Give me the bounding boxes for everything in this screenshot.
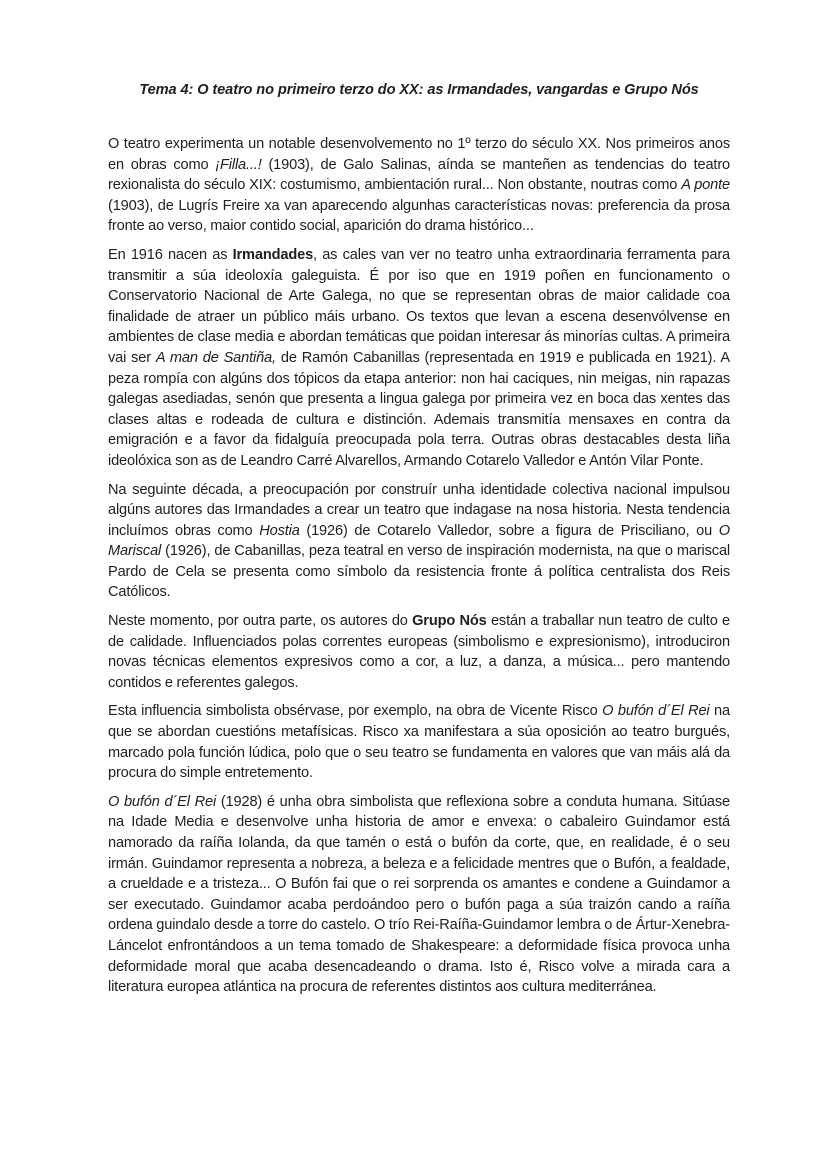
text-run: (1903), de Galo Salinas, aínda se manteñen as tendencias do teatro rexionalista do século XIX: costumismo, ambientación rural... Non obstante, noutras como (108, 156, 731, 194)
text-run: A ponte (681, 177, 730, 194)
text-run: En 1916 nacen as (108, 246, 233, 263)
text-run: , as cales van ver no teatro unha extraordinaria ferramenta para transmitir a súa ideoloxía galeguista. É por iso que en 1919 poñen en funcionamento o Conservatorio Nacional de Arte Galega, no que se representan obras de maior calidade coa finalidade de atraer un público máis urbano. Os textos que levan a escena desenvólvense en ambientes de clase media e abordan temáticas que poidan interesar ás minorías cultas. A primeira vai ser (108, 246, 730, 366)
paragraph-4 (108, 611, 730, 693)
text-run: na que se abordan cuestións metafísicas. Risco xa manifestara a súa oposición ao teatro burgués, marcado pola función lúdica, polo que o seu teatro se fundamenta en valores que van máis alá da procura do simple entretemento. (108, 703, 730, 782)
text-run: (1928) é unha obra simbolista que reflexiona sobre a conduta humana. Sitúase na Idade Media e desenvolve unha historia de amor e envexa: o cabaleiro Guindamor está namorado da raíña Iolanda, da que tamén o está o bufón da corte, que, en realidade, é o seu irmán. Guindamor representa a nobreza, a beleza e a felicidade mentres que o Bufón, a fealdade, a crueldade e a tristeza... O Bufón fai que o rei sorprenda os amantes e condene a Guindamor a ser executado. Guindamor acaba perdoándoo pero o bufón paga a súa traizón cando a raíña ordena guindalo desde a torre do castelo. O trío Rei-Raíña-Guindamor lembra o de Ártur-Xenebra-Láncelot enfrontándoos a un tema tomado de Shakespeare: a deformidade física provoca unha deformidade moral que acaba desencadeando o drama. Isto é, Risco volve a mirada cara a literatura europea atlántica na procura de referentes distintos aos cultura mediterránea. (108, 793, 731, 996)
document-body (108, 134, 730, 998)
text-run: Na seguinte década, a preocupación por construír unha identidade colectiva nacional impulsou algúns autores das Irmandades a crear un teatro que indagase na nosa historia. Nesta tendencia incluímos obras como (108, 481, 730, 539)
text-run: Hostia (259, 522, 300, 539)
paragraph-6 (108, 792, 730, 998)
document-title: Tema 4: O teatro no primeiro terzo do XX: as Irmandades, vangardas e Grupo Nós (139, 82, 699, 98)
text-run: (1926), de Cabanillas, peza teatral en verso de inspiración modernista, na que o mariscal Pardo de Cela se presenta como símbolo da resistencia fronte á política centralista dos Reis Católicos. (108, 543, 730, 601)
text-run: están a traballar nun teatro de culto e de calidade. Influenciados polas correntes europeas (simbolismo e expresionismo), introduciron novas técnicas elementos expresivos como a cor, a luz, a danza, a música... pero mantendo contidos e referentes galegos. (108, 613, 730, 691)
text-run: Neste momento, por outra parte, os autores do (108, 613, 413, 630)
text-run: Esta influencia simbolista obsérvase, por exemplo, na obra de Vicente Risco (108, 703, 603, 720)
text-run: A man de Santiña, (155, 349, 276, 366)
paragraph-3 (108, 480, 730, 604)
text-run: O teatro experimenta un notable desenvolvemento no 1º terzo do século XX. Nos primeiros anos en obras como (108, 136, 730, 173)
text-run: O bufón d´El Rei (602, 703, 710, 720)
text-run: Irmandades (232, 246, 314, 263)
paragraph-5 (108, 701, 730, 783)
text-run: de Ramón Cabanillas (representada en 1919 e publicada en 1921). A peza rompía con algúns dos tópicos da etapa anterior: non hai caciques, nin meigas, nin rapazas galegas asediadas, senón que presenta a lingua galega por primeira vez en boca das xentes das clases altas e rodeada de cultura e distinción. Ademais transmitía mensaxes en contra da emigración e a favor da fidalguía preocupada pola terra. Outras obras destacables desta liña ideolóxica son as de Leandro Carré Alvarellos, Armando Cotarelo Valledor e Antón Vilar Ponte. (108, 349, 730, 469)
paragraph-1 (108, 134, 730, 237)
text-run: ¡Filla...! (215, 156, 262, 173)
paragraph-2 (108, 245, 730, 472)
text-run: O bufón d´El Rei (108, 793, 217, 810)
text-run: (1926) de Cotarelo Valledor, sobre a figura de Prisciliano, ou (299, 522, 719, 539)
text-run: Grupo Nós (412, 613, 487, 630)
text-run: O Mariscal (108, 522, 730, 560)
text-run: (1903), de Lugrís Freire xa van aparecendo algunhas características novas: preferencia da prosa fronte ao verso, maior contido social, aparición do drama histórico... (108, 197, 730, 235)
